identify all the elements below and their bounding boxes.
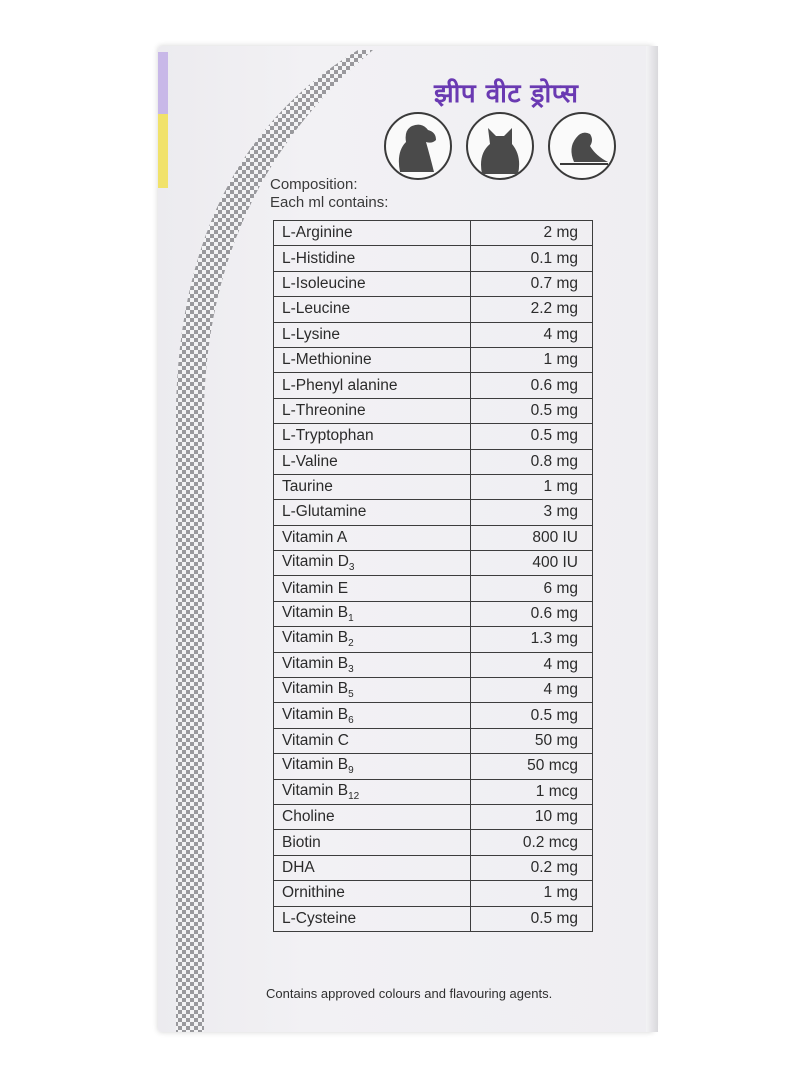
animal-icons [378, 112, 632, 184]
ingredient-amount: 0.5 mg [471, 703, 593, 728]
ingredient-label: L-Arginine [282, 224, 353, 242]
ingredient-amount: 1 mcg [471, 779, 593, 804]
ingredient-label: Vitamin B [282, 756, 349, 774]
ingredient-name [274, 398, 471, 423]
composition-row [274, 525, 593, 550]
composition-table [273, 220, 593, 932]
ingredient-name [274, 474, 471, 499]
composition-row [274, 855, 593, 880]
ingredient-name [274, 678, 471, 703]
ingredient-amount: 0.8 mg [471, 449, 593, 474]
ingredient-label: Taurine [282, 478, 333, 496]
composition-row [274, 830, 593, 855]
composition-row [274, 500, 593, 525]
composition-row [274, 449, 593, 474]
ingredient-amount: 3 mg [471, 500, 593, 525]
ingredient-name [274, 906, 471, 931]
brand-title-hindi: झीप वीट ड्रोप्स [434, 79, 579, 109]
composition-row [274, 576, 593, 601]
ingredient-name [274, 347, 471, 372]
composition-row [274, 881, 593, 906]
ingredient-amount: 0.1 mg [471, 246, 593, 271]
composition-row [274, 652, 593, 677]
ingredient-amount: 2 mg [471, 221, 593, 246]
ingredient-name [274, 551, 471, 576]
ingredient-label: Vitamin A [282, 528, 348, 546]
ingredient-label: L-Tryptophan [282, 427, 374, 445]
bird-icon [549, 113, 615, 179]
ingredient-amount: 400 IU [471, 551, 593, 576]
ingredient-label: Vitamin B [282, 705, 349, 723]
ingredient-label: L-Lysine [282, 325, 341, 343]
composition-row [274, 906, 593, 931]
ingredient-subscript: 12 [348, 790, 360, 802]
ingredient-name [274, 855, 471, 880]
ingredient-name [274, 703, 471, 728]
composition-heading [270, 176, 388, 212]
footer-note: Contains approved colours and flavouring agents. [266, 986, 553, 1001]
ingredient-amount: 4 mg [471, 652, 593, 677]
ingredient-name [274, 830, 471, 855]
ingredient-label: Vitamin D [282, 553, 349, 571]
ingredient-name [274, 754, 471, 779]
ingredient-name [274, 804, 471, 829]
ingredient-name [274, 525, 471, 550]
ingredient-amount: 0.5 mg [471, 906, 593, 931]
ingredient-amount: 0.2 mcg [471, 830, 593, 855]
composition-row [274, 221, 593, 246]
ingredient-label: Biotin [282, 833, 321, 851]
ingredient-amount: 1 mg [471, 347, 593, 372]
ingredient-label: L-Methionine [282, 351, 372, 369]
composition-row [274, 678, 593, 703]
ingredient-subscript: 9 [348, 765, 354, 777]
composition-row [274, 551, 593, 576]
ingredient-subscript: 1 [348, 613, 354, 625]
ingredient-name [274, 881, 471, 906]
ingredient-amount: 0.7 mg [471, 271, 593, 296]
composition-title: Composition: [270, 176, 358, 193]
ingredient-name [274, 322, 471, 347]
ingredient-amount: 0.2 mg [471, 855, 593, 880]
ingredient-amount: 50 mcg [471, 754, 593, 779]
ingredient-label: Vitamin B [282, 629, 349, 647]
ingredient-label: L-Valine [282, 452, 338, 470]
composition-row [274, 271, 593, 296]
ingredient-name [274, 601, 471, 626]
ingredient-label: Choline [282, 808, 335, 826]
composition-row [274, 322, 593, 347]
ingredient-amount: 1 mg [471, 474, 593, 499]
composition-row [274, 627, 593, 652]
ingredient-amount: 0.6 mg [471, 601, 593, 626]
ingredient-subscript: 2 [348, 638, 354, 650]
ingredient-amount: 50 mg [471, 728, 593, 753]
box-side-edge [646, 46, 658, 1032]
ingredient-name [274, 221, 471, 246]
composition-subtitle: Each ml contains: [270, 194, 389, 211]
ingredient-label: L-Histidine [282, 249, 356, 267]
composition-row [274, 804, 593, 829]
ingredient-amount: 2.2 mg [471, 297, 593, 322]
ingredient-amount: 1 mg [471, 881, 593, 906]
ingredient-label: L-Isoleucine [282, 274, 366, 292]
ingredient-subscript: 5 [348, 689, 354, 701]
composition-row [274, 373, 593, 398]
ingredient-amount: 0.5 mg [471, 424, 593, 449]
composition-row [274, 601, 593, 626]
ingredient-name [274, 449, 471, 474]
composition-row [274, 474, 593, 499]
ingredient-label: L-Phenyl alanine [282, 376, 398, 394]
ingredient-label: DHA [282, 858, 315, 876]
ingredient-label: Vitamin B [282, 781, 349, 799]
ingredient-label: Vitamin E [282, 579, 349, 597]
ingredient-label: Vitamin B [282, 654, 349, 672]
composition-row [274, 297, 593, 322]
ingredient-name [274, 576, 471, 601]
ingredient-name [274, 652, 471, 677]
composition-row [274, 246, 593, 271]
ingredient-label: L-Cysteine [282, 909, 357, 927]
ingredient-name [274, 424, 471, 449]
ingredient-label: Vitamin C [282, 732, 349, 749]
ingredient-amount: 1.3 mg [471, 627, 593, 652]
ingredient-label: Ornithine [282, 884, 345, 902]
ingredient-subscript: 6 [348, 714, 354, 726]
ingredient-subscript: 3 [348, 562, 355, 574]
ingredient-name [274, 779, 471, 804]
ingredient-label: L-Glutamine [282, 503, 367, 521]
ingredient-name [274, 246, 471, 271]
composition-row [274, 703, 593, 728]
ingredient-amount: 10 mg [471, 804, 593, 829]
ingredient-name [274, 271, 471, 296]
composition-row [274, 347, 593, 372]
ingredient-name [274, 500, 471, 525]
ingredient-amount: 4 mg [471, 322, 593, 347]
ingredient-label: Vitamin B [282, 604, 349, 621]
ingredient-subscript: 3 [348, 663, 354, 675]
ingredient-name [274, 373, 471, 398]
ingredient-amount: 4 mg [471, 678, 593, 703]
composition-row [274, 398, 593, 423]
composition-row [274, 728, 593, 753]
dog-icon [385, 113, 451, 179]
ingredient-name [274, 627, 471, 652]
ingredient-label: Vitamin B [282, 680, 349, 698]
composition-row [274, 779, 593, 804]
ingredient-amount: 0.5 mg [471, 398, 593, 423]
composition-row [274, 424, 593, 449]
ingredient-amount: 800 IU [471, 525, 593, 550]
composition-row [274, 754, 593, 779]
ingredient-name [274, 728, 471, 753]
ingredient-name [274, 297, 471, 322]
ingredient-label: L-Threonine [282, 401, 366, 419]
ingredient-amount: 6 mg [471, 576, 593, 601]
ingredient-label: L-Leucine [282, 300, 351, 318]
ingredient-amount: 0.6 mg [471, 373, 593, 398]
cat-icon [467, 113, 533, 179]
